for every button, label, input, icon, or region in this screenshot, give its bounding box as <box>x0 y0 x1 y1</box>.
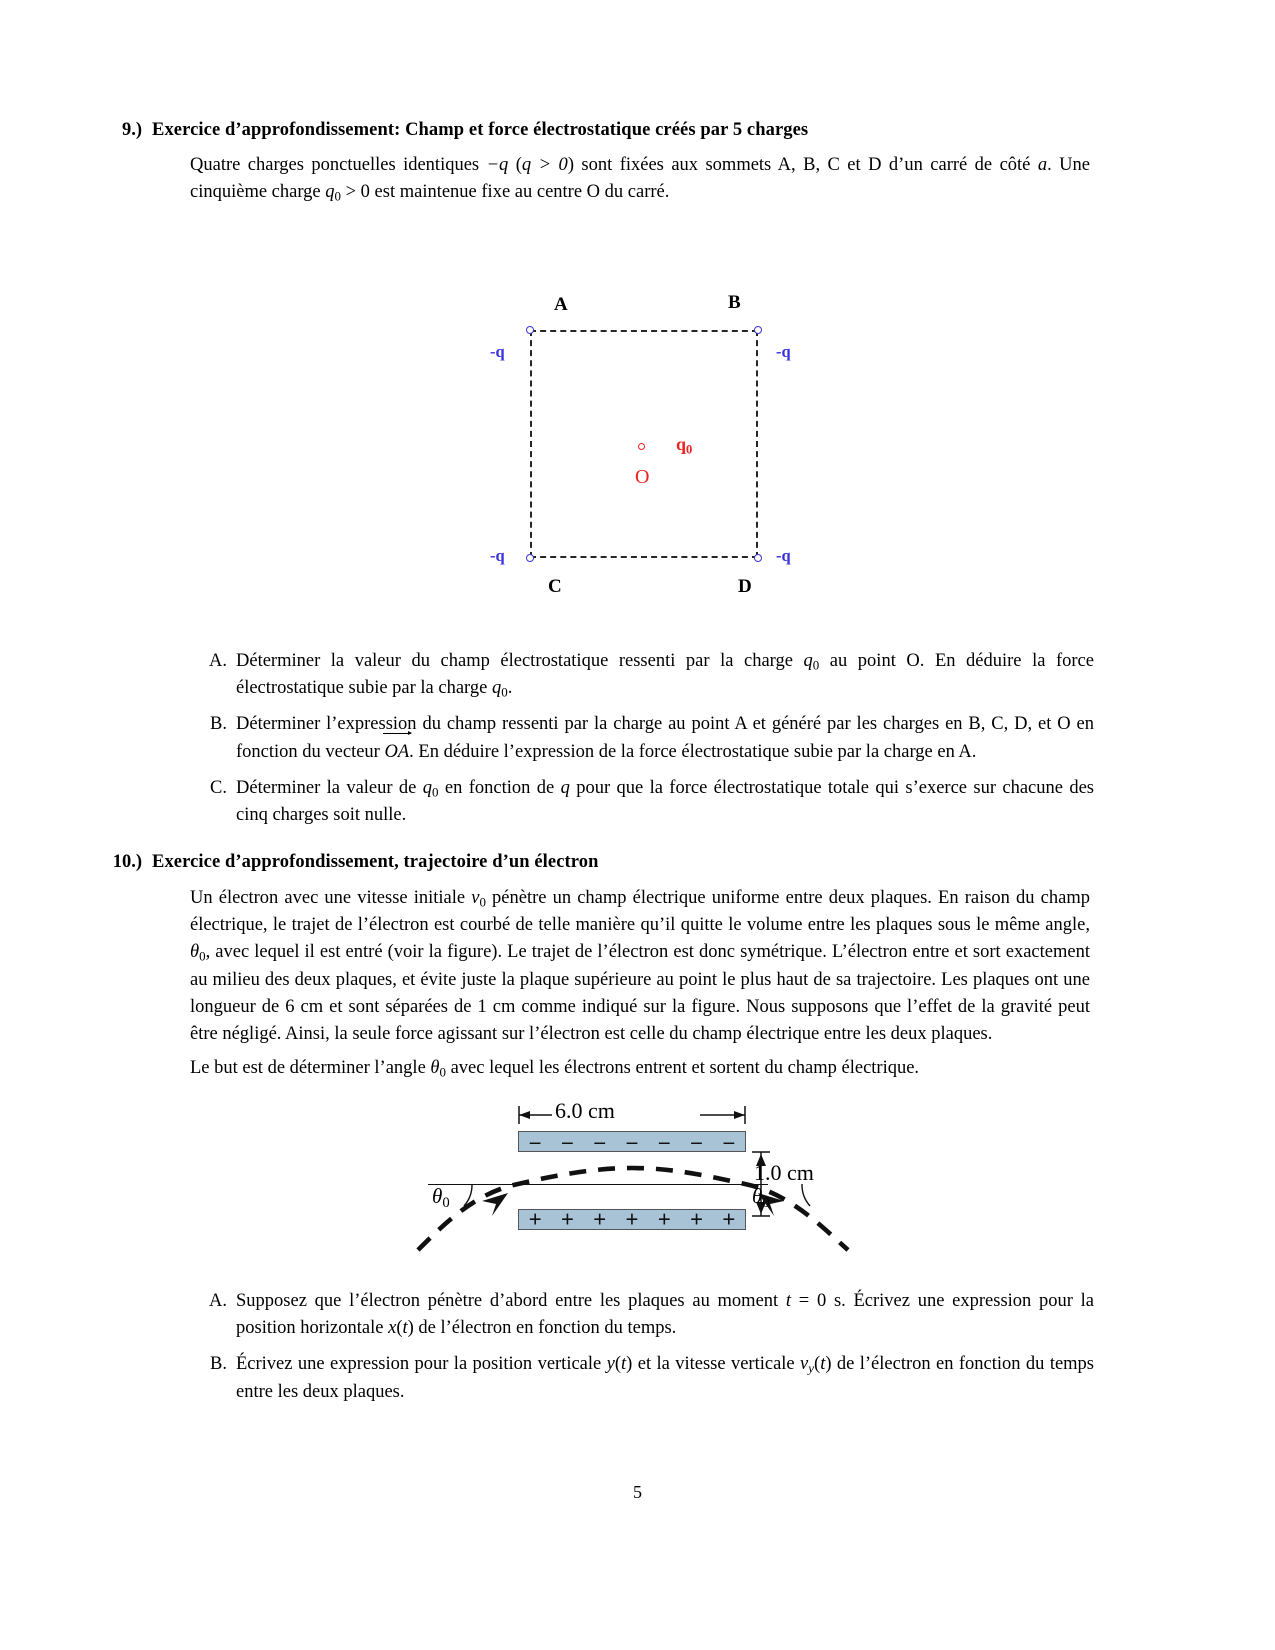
exercise-9-paragraph <box>190 152 1090 206</box>
p9-charge-q0-sub: 0 <box>334 188 341 204</box>
theta-label-left: $\theta_0$ <box>432 1184 450 1212</box>
symbol-theta0: θ <box>190 942 200 963</box>
plus-sign: + <box>528 1207 542 1232</box>
minus-sign: – <box>594 1129 605 1153</box>
center-charge-dot <box>638 443 645 450</box>
minus-sign: – <box>723 1129 735 1153</box>
minus-sign: – <box>529 1129 541 1153</box>
item-text-b: Déterminer l’expression du champ ressenti par la charge au point A et généré par les charges en B, C, D, et O en fonction du vecteur OA. En déduire l’expression de la force électrostatique subie par la charge en A. <box>236 711 1094 765</box>
p9-charge-q0: q <box>325 182 335 203</box>
item-label-b: B. <box>210 714 227 735</box>
vector-oa: OA <box>384 739 409 766</box>
plus-sign: + <box>657 1207 671 1232</box>
p9-charge-q: −q <box>486 155 509 175</box>
exercise-9-number: 9.) <box>121 120 142 140</box>
charge-dot-a <box>526 326 534 334</box>
plus-sign: + <box>593 1207 607 1232</box>
minus-sign: – <box>626 1129 638 1153</box>
p9-side-a: a <box>1037 155 1048 175</box>
plus-sign: + <box>560 1207 574 1232</box>
theta-label-right: $\theta_0$ <box>752 1184 770 1212</box>
vertex-label-d: D <box>738 576 752 597</box>
minus-sign: – <box>562 1129 573 1153</box>
charge-label-top-left: -q <box>490 342 505 361</box>
charge-dot-b <box>754 326 762 334</box>
exercise-10-item-b <box>196 1351 1094 1405</box>
exercise-9-heading-row <box>90 118 1100 144</box>
figure-electron-trajectory <box>400 1098 880 1258</box>
p9-text-1: Quatre charges ponctuelles identiques <box>190 155 487 175</box>
top-plate-negative <box>518 1131 746 1152</box>
plus-sign: + <box>689 1207 704 1232</box>
item-text-c: Déterminer la valeur de $q_0$ en fonction de q pour que la force électrostatique totale qui s’exerce sur chacune des cinq charges soit nulle. <box>236 777 1094 825</box>
exercise-10-item-a <box>196 1288 1094 1342</box>
item-label-a: A. <box>209 651 227 671</box>
exercise-10-subquestion-list <box>196 1288 1094 1415</box>
exercise-9-subquestion-list <box>196 648 1094 838</box>
exercise-10-paragraph-1: Un électron avec une vitesse initiale $v_0$ pénètre un champ électrique uniforme entre deux plaques. En raison du champ électrique, le trajet de l’électron est courbé de telle manière qu’il quitte le volume entre les plaques sous le même angle, $\theta_0$, avec lequel il est entré (voir la figure). Le trajet de l’électron est donc symétrique. L’électron entre et sort exactement au milieu des deux plaques, et évite juste la plaque supérieure au point le plus haut de sa trajectoire. Les plaques ont une longueur de 6 cm et sont séparées de 1 cm comme indiqué sur la figure. Nous supposons que l’effet de la gravité peut être négligé. Ainsi, la seule force agissant sur l’électron est celle du champ électrique entre les deux plaques. <box>190 888 1090 1044</box>
plus-sign: + <box>722 1207 736 1232</box>
p9-text-4: . Une cinquième charge <box>190 155 1090 203</box>
p9-text-2: ( <box>508 155 522 175</box>
vertex-label-b: B <box>728 292 741 313</box>
charge-label-bottom-right: -q <box>776 546 791 565</box>
symbol-v0: v <box>471 888 480 908</box>
vertex-label-c: C <box>548 576 562 597</box>
exercise-9-item-b <box>196 711 1094 765</box>
theta-arc-right <box>802 1184 810 1206</box>
p9-text-3: ) sont fixées aux sommets A, B, C et D d’un carré de côté <box>567 155 1038 175</box>
item-text-a: Déterminer la valeur du champ électrostatique ressenti par la charge $q_0$ au point O. En déduire la force électrostatique subie par la charge $q_0$. <box>236 651 1094 700</box>
vertex-label-a: A <box>554 294 568 315</box>
plate-length-label: 6.0 cm <box>552 1098 618 1124</box>
item-text-a: Supposez que l’électron pénètre d’abord entre les plaques au moment t = 0 s. Écrivez une expression pour la position horizontale x(t) de l’électron en fonction du temps. <box>236 1291 1095 1339</box>
dimension-arrow-left <box>519 1111 530 1119</box>
page-number: 5 <box>633 1482 642 1502</box>
minus-sign: – <box>691 1129 702 1153</box>
plate-gap-label: 1.0 cm <box>754 1160 814 1185</box>
center-point-label: O <box>635 466 650 488</box>
exercise-9-item-a <box>196 648 1094 702</box>
exercise-9-title: Exercice d’approfondissement: Champ et force électrostatique créés par 5 charges <box>152 120 809 140</box>
center-axis-line <box>428 1184 768 1185</box>
charge-dot-c <box>526 554 534 562</box>
exercise-10-title: Exercice d’approfondissement, trajectoire d’un électron <box>152 852 599 872</box>
item-label-c: C. <box>210 777 227 798</box>
figure-square-of-charges <box>470 288 800 618</box>
charge-dot-d <box>754 554 762 562</box>
item-text-b: Écrivez une expression pour la position verticale y(t) et la vitesse verticale vy(t) de l’électron en fonction du temps entre les deux plaques. <box>236 1354 1095 1402</box>
p9-condition: q > 0 <box>521 155 568 175</box>
dimension-arrow-right <box>734 1111 745 1119</box>
bottom-plate-positive <box>518 1209 746 1230</box>
exercise-10-number: 10.) <box>112 852 142 872</box>
item-label-b: B. <box>210 1354 227 1375</box>
minus-sign: – <box>659 1129 670 1153</box>
exercise-10-heading-row <box>90 850 1100 876</box>
exercise-10-paragraph-2: Le but est de déterminer l’angle $\theta_0$ avec lequel les électrons entrent et sortent du champ électrique. <box>190 1058 920 1080</box>
item-label-a: A. <box>209 1291 227 1311</box>
charge-label-top-right: -q <box>776 342 791 361</box>
p9-text-5: > 0 est maintenue fixe au centre O du carré. <box>340 182 670 203</box>
plus-sign: + <box>625 1207 639 1232</box>
center-charge-label: $q_0$ <box>676 434 693 457</box>
exercise-9-item-c <box>196 775 1094 829</box>
charge-label-bottom-left: -q <box>490 546 505 565</box>
